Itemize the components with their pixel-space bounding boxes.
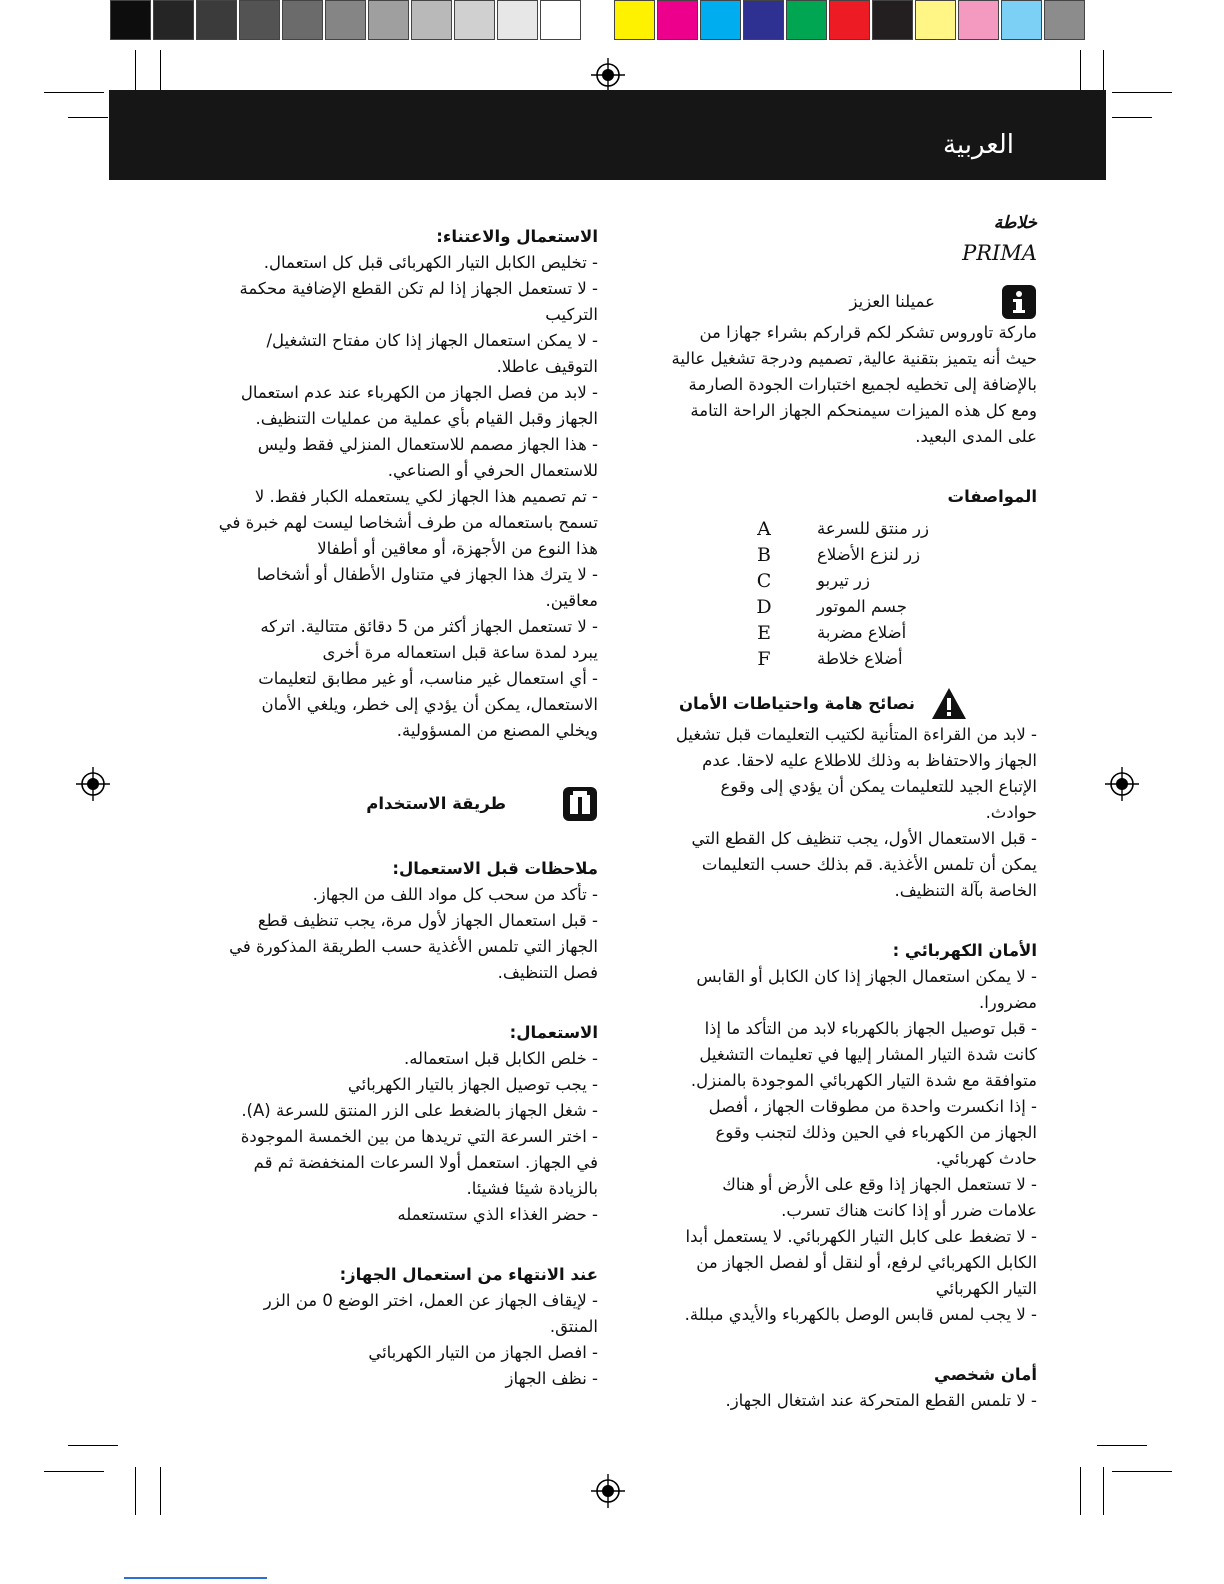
spec-text: زر منتق للسرعة xyxy=(817,519,929,538)
text-line: - تم تصميم هذا الجهاز لكي يستعمله الكبار فقط. لا xyxy=(254,487,598,506)
text-line: التوقيف عاطلا. xyxy=(496,357,598,376)
intro-paragraph xyxy=(645,320,1037,450)
text-line: يبرد لمدة ساعة قبل استعماله مرة أخرى xyxy=(322,643,598,662)
text-line: - خلص الكابل قبل استعماله. xyxy=(403,1049,598,1068)
text-line: بالإضافة إلى تخطيه لجميع اختبارات الجودة الصارمة xyxy=(688,375,1037,394)
info-icon xyxy=(1001,284,1037,320)
product-type: خلاطة xyxy=(993,213,1037,233)
color-swatch xyxy=(196,0,237,40)
text-line: - اختر السرعة التي تريدها من بين الخمسة الموجودة xyxy=(240,1127,598,1146)
text-line: الخاصة بآلة التنظيف. xyxy=(894,881,1037,900)
text-line: - لابد من القراءة المتأنية لكتيب التعليمات قبل تشغيل xyxy=(675,725,1037,744)
text-line: - تخليص الكابل التيار الكهربائى قبل كل استعمال. xyxy=(263,253,598,272)
spec-item xyxy=(645,542,1037,568)
safety-paragraph xyxy=(645,722,1037,904)
crop-mark xyxy=(1112,1471,1172,1472)
spec-item xyxy=(645,646,1037,672)
text-line: - أي استعمال غير مناسب، أو غير مطابق لتعليمات xyxy=(258,669,598,688)
color-swatch xyxy=(700,0,741,40)
right-column xyxy=(645,210,1037,1414)
color-swatch xyxy=(743,0,784,40)
color-swatch xyxy=(614,0,655,40)
color-swatch xyxy=(110,0,151,40)
text-line: - لإيقاف الجهاز عن العمل، اختر الوضع 0 من الزر xyxy=(263,1291,598,1310)
color-swatch xyxy=(153,0,194,40)
color-swatch xyxy=(1001,0,1042,40)
text-line: الجهاز والاحتفاظ به وذلك للاطلاع عليه لاحقا. عدم xyxy=(702,751,1037,770)
crop-mark xyxy=(68,117,108,118)
text-line: - لابد من فصل الجهاز من الكهرباء عند عدم استعمال xyxy=(240,383,598,402)
specs-heading: المواصفات xyxy=(947,487,1037,506)
text-line: - إذا انكسرت واحدة من مطوقات الجهاز ، أفصل xyxy=(708,1097,1037,1116)
color-swatch xyxy=(368,0,409,40)
crop-mark xyxy=(68,1445,118,1446)
text-line: حيث أنه يتميز بتقنية عالية, تصميم ودرجة تشغيل عالية xyxy=(671,349,1037,368)
text-line: - قبل استعمال الجهاز لأول مرة، يجب تنظيف قطع xyxy=(257,911,598,930)
text-line: - لا تضغط على كابل التيار الكهربائي. لا يستعمل أبدا xyxy=(685,1227,1037,1246)
language-title: العربية xyxy=(942,130,1014,160)
spec-letter: A xyxy=(757,518,771,540)
text-line: - حضر الغذاء الذي ستستعمله xyxy=(397,1205,598,1224)
text-line: كانت شدة التيار المشار إليها في تعليمات التشغيل xyxy=(699,1045,1037,1064)
safety-heading-row xyxy=(645,686,1037,722)
crop-mark xyxy=(44,92,104,93)
spec-text: زر لنزع الأضلاع xyxy=(817,545,921,564)
spec-letter: C xyxy=(756,570,772,592)
color-swatch xyxy=(540,0,581,40)
color-swatch xyxy=(829,0,870,40)
use-paragraph xyxy=(210,1046,598,1228)
spec-text: أضلاع مضربة xyxy=(817,623,907,642)
personal-safety-heading: أمان شخصي xyxy=(934,1365,1037,1384)
spec-item xyxy=(645,568,1037,594)
registration-mark-right-icon xyxy=(1105,767,1139,801)
spec-letter: E xyxy=(757,622,771,644)
before-use-paragraph xyxy=(210,882,598,986)
spec-item xyxy=(645,516,1037,542)
intro-heading-row xyxy=(645,284,1037,320)
text-line: - لا تستعمل الجهاز أكثر من 5 دقائق متتالية. اتركه xyxy=(260,617,598,636)
text-line: - افصل الجهاز من التيار الكهربائي xyxy=(368,1343,598,1362)
color-swatch xyxy=(325,0,366,40)
language-header-bar xyxy=(109,90,1106,180)
usage-heading-row xyxy=(210,786,598,822)
intro-heading: عميلنا العزيز xyxy=(849,292,935,311)
color-swatch xyxy=(786,0,827,40)
crop-mark xyxy=(1097,1445,1147,1446)
spec-letter: D xyxy=(756,596,772,618)
color-swatch xyxy=(454,0,495,40)
spec-item xyxy=(645,594,1037,620)
after-use-heading: عند الانتهاء من استعمال الجهاز: xyxy=(339,1265,598,1284)
registration-mark-top-icon xyxy=(591,58,625,92)
safety-heading: نصائح هامة واحتياطات الأمان xyxy=(678,694,915,713)
text-line: الكابل الكهربائي لرفع، أو لنقل أو لفصل الجهاز من xyxy=(696,1253,1037,1272)
usage-heading: طريقة الاستخدام xyxy=(366,794,506,813)
text-line: ومع كل هذه الميزات سيمنحكم الجهاز الراحة التامة xyxy=(690,401,1037,420)
text-line: الجهاز من الكهرباء في الحين وذلك لتجنب وقوع xyxy=(715,1123,1037,1142)
text-line: متوافقة مع شدة التيار الكهربائي الموجودة بالمنزل. xyxy=(690,1071,1037,1090)
color-swatch xyxy=(411,0,452,40)
text-line: تسمح باستعماله من طرف أشخاصا ليست لهم خبرة في xyxy=(218,513,598,532)
text-line: - قبل الاستعمال الأول، يجب تنظيف كل القطع التي xyxy=(691,829,1037,848)
text-line: التيار الكهربائي xyxy=(935,1279,1037,1298)
crop-mark xyxy=(160,1467,161,1515)
text-line: حوادث. xyxy=(985,803,1037,822)
text-line: معاقين. xyxy=(545,591,598,610)
color-swatch xyxy=(497,0,538,40)
care-paragraph xyxy=(210,250,598,744)
color-swatch xyxy=(282,0,323,40)
text-line: بالزيادة شيئا فشيئا. xyxy=(466,1179,598,1198)
crop-mark xyxy=(1112,117,1152,118)
gray-scale-bar xyxy=(110,0,583,42)
crop-mark xyxy=(44,1471,104,1472)
model-name: PRIMA xyxy=(962,241,1037,265)
bottom-accent-line xyxy=(124,1577,267,1579)
crop-mark xyxy=(1080,1467,1081,1515)
text-line: في الجهاز. استعمل أولا السرعات المنخفضة ثم قم xyxy=(253,1153,598,1172)
text-line: يمكن أن تلمس الأغذية. قم بذلك حسب التعليمات xyxy=(701,855,1037,874)
text-line: - لا تستعمل الجهاز إذا وقع على الأرض أو هناك xyxy=(722,1175,1037,1194)
text-line: المنتق. xyxy=(549,1317,598,1336)
warning-icon xyxy=(931,686,967,722)
color-swatch xyxy=(958,0,999,40)
text-line: - نظف الجهاز xyxy=(505,1369,598,1388)
spec-letter: B xyxy=(757,544,771,566)
use-heading: الاستعمال: xyxy=(509,1023,598,1042)
text-line: الإتباع الجيد للتعليمات يمكن أن يؤدي إلى وقوع xyxy=(720,777,1037,796)
color-swatch xyxy=(657,0,698,40)
electrical-paragraph xyxy=(645,964,1037,1328)
text-line: التركيب xyxy=(545,305,598,324)
text-line: مضرورا. xyxy=(978,993,1037,1012)
text-line: - تأكد من سحب كل مواد اللف من الجهاز. xyxy=(312,885,598,904)
spec-item xyxy=(645,620,1037,646)
color-scale-bar xyxy=(614,0,1087,42)
text-line: - يجب توصيل الجهاز بالتيار الكهربائي xyxy=(347,1075,598,1094)
spec-text: زر تيربو xyxy=(817,571,870,590)
left-column xyxy=(210,224,598,1392)
text-line: للاستعمال الحرفي أو الصناعي. xyxy=(387,461,598,480)
registration-mark-left-icon xyxy=(76,767,110,801)
specs-list xyxy=(645,516,1037,672)
text-line: ويخلي المصنع من المسؤولية. xyxy=(396,721,598,740)
color-swatch xyxy=(915,0,956,40)
before-use-heading: ملاحظات قبل الاستعمال: xyxy=(392,859,598,878)
text-line: - هذا الجهاز مصمم للاستعمال المنزلي فقط وليس xyxy=(257,435,598,454)
electrical-heading: الأمان الكهربائي : xyxy=(892,941,1037,960)
after-use-paragraph xyxy=(210,1288,598,1392)
color-swatch xyxy=(1044,0,1085,40)
text-line: الجهاز وقبل القيام بأي عملية من عمليات التنظيف. xyxy=(255,409,598,428)
text-line: - قبل توصيل الجهاز بالكهرباء لابد من التأكد ما إذا xyxy=(704,1019,1037,1038)
text-line: - لا يجب لمس قابس الوصل بالكهرباء والأيدي مبللة. xyxy=(684,1305,1037,1324)
spec-text: أضلاع خلاطة xyxy=(817,649,903,668)
color-swatch xyxy=(239,0,280,40)
crop-mark xyxy=(1112,92,1172,93)
color-swatch xyxy=(872,0,913,40)
book-icon xyxy=(562,786,598,822)
spec-letter: F xyxy=(757,648,771,670)
text-line: - لا تستعمل الجهاز إذا لم تكن القطع الإضافية محكمة xyxy=(239,279,598,298)
text-line: - لا تلمس القطع المتحركة عند اشتغال الجهاز. xyxy=(725,1391,1037,1410)
text-line: - لا يمكن استعمال الجهاز إذا كان مفتاح التشغيل/ xyxy=(266,331,598,350)
text-line: حادث كهربائي. xyxy=(935,1149,1037,1168)
text-line: على المدى البعيد. xyxy=(915,427,1037,446)
text-line: علامات ضرر أو إذا كانت هناك تسرب. xyxy=(781,1201,1037,1220)
text-line: فصل التنظيف. xyxy=(497,963,598,982)
text-line: الاستعمال، يمكن أن يؤدي إلى خطر، ويلغي الأمان xyxy=(261,695,598,714)
crop-mark xyxy=(1103,1467,1104,1515)
text-line: - شغل الجهاز بالضغط على الزر المنتق للسرعة (A). xyxy=(241,1101,598,1120)
spec-text: جسم الموتور xyxy=(817,597,907,616)
text-line: الجهاز التي تلمس الأغذية حسب الطريقة المذكورة في xyxy=(229,937,598,956)
text-line: هذا النوع من الأجهزة، أو معاقين أو أطفالا xyxy=(317,539,598,558)
registration-mark-bottom-icon xyxy=(591,1474,625,1508)
text-line: - لا يمكن استعمال الجهاز إذا كان الكابل أو القابس xyxy=(696,967,1037,986)
crop-mark xyxy=(135,1467,136,1515)
text-line: - لا يترك هذا الجهاز في متناول الأطفال أو أشخاصا xyxy=(256,565,598,584)
text-line: ماركة تاوروس تشكر لكم قراركم بشراء جهازا من xyxy=(699,323,1037,342)
care-heading: الاستعمال والاعتناء: xyxy=(436,227,598,246)
